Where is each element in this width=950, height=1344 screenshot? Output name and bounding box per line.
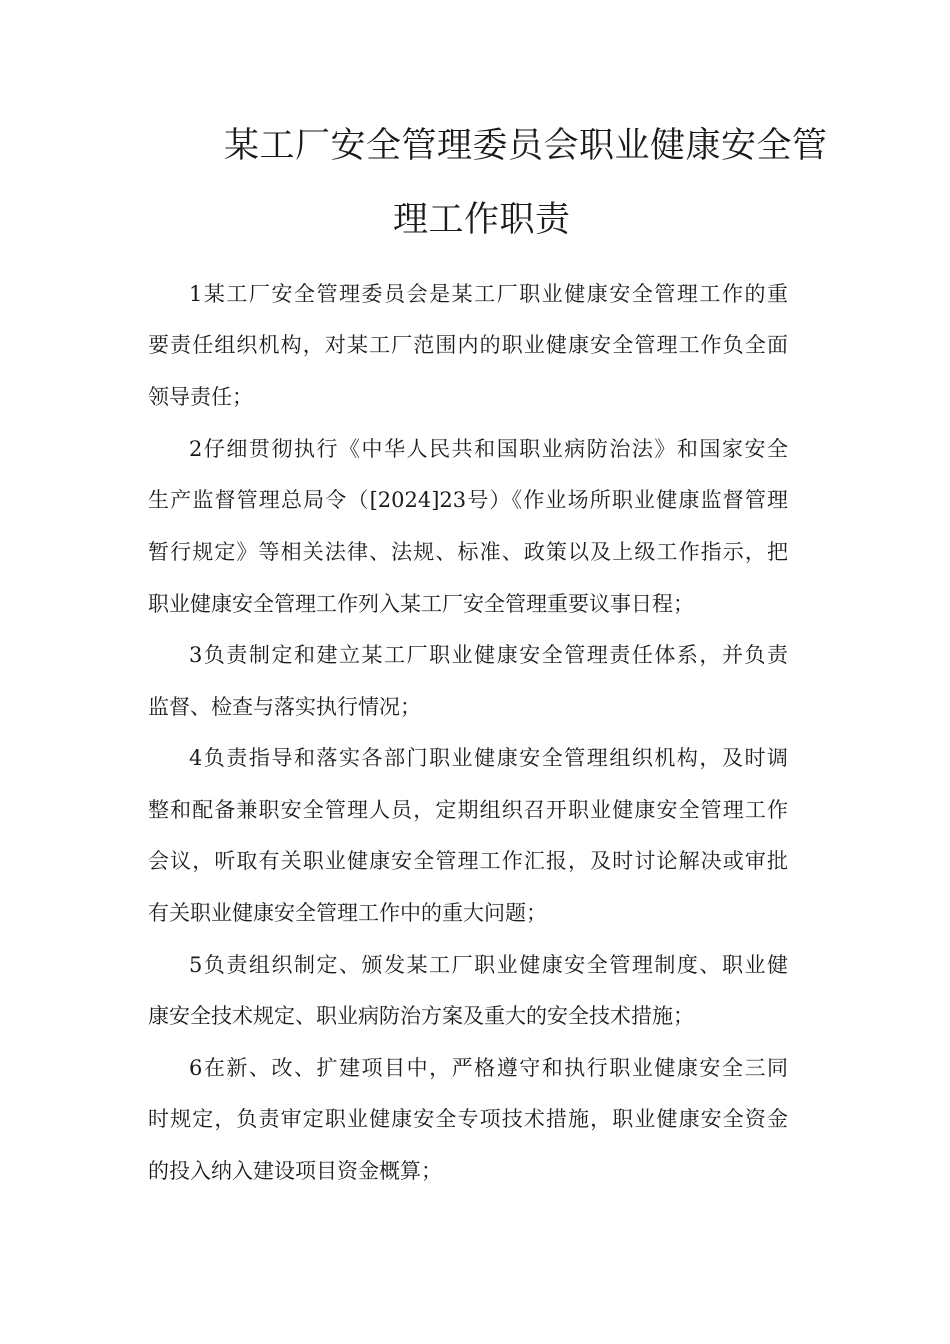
document-title-line-2: 理工作职责 [393, 200, 571, 240]
paragraph-6-line-1: 6在新、改、扩建项目中，严格遵守和执行职业健康安全三同 [189, 1056, 788, 1080]
paragraph-6-line-2: 时规定，负责审定职业健康安全专项技术措施，职业健康安全资金 [148, 1107, 788, 1131]
paragraph-1-line-1: 1某工厂安全管理委员会是某工厂职业健康安全管理工作的重 [189, 282, 788, 306]
paragraph-4-line-1: 4负责指导和落实各部门职业健康安全管理组织机构，及时调 [189, 746, 788, 770]
paragraph-2-line-4: 职业健康安全管理工作列入某工厂安全管理重要议事日程； [148, 592, 694, 616]
paragraph-3-line-1: 3负责制定和建立某工厂职业健康安全管理责任体系，并负责 [189, 643, 788, 667]
paragraph-2-line-1: 2仔细贯彻执行《中华人民共和国职业病防治法》和国家安全 [189, 437, 788, 461]
paragraph-1-line-3: 领导责任； [148, 385, 253, 409]
paragraph-1-line-2: 要责任组织机构，对某工厂范围内的职业健康安全管理工作负全面 [148, 333, 788, 357]
paragraph-4-line-4: 有关职业健康安全管理工作中的重大问题； [148, 901, 547, 925]
document-title-line-1: 某工厂安全管理委员会职业健康安全管 [224, 126, 828, 166]
paragraph-4-line-3: 会议，听取有关职业健康安全管理工作汇报，及时讨论解决或审批 [148, 849, 788, 873]
paragraph-2-line-2: 生产监督管理总局令（[2024]23号）《作业场所职业健康监督管理 [148, 488, 788, 512]
paragraph-5-line-1: 5负责组织制定、颁发某工厂职业健康安全管理制度、职业健 [189, 953, 788, 977]
paragraph-2-line-3: 暂行规定》等相关法律、法规、标准、政策以及上级工作指示，把 [148, 540, 788, 564]
paragraph-3-line-2: 监督、检查与落实执行情况； [148, 695, 421, 719]
paragraph-4-line-2: 整和配备兼职安全管理人员，定期组织召开职业健康安全管理工作 [148, 798, 788, 822]
paragraph-5-line-2: 康安全技术规定、职业病防治方案及重大的安全技术措施； [148, 1004, 694, 1028]
paragraph-6-line-3: 的投入纳入建设项目资金概算； [148, 1159, 442, 1183]
